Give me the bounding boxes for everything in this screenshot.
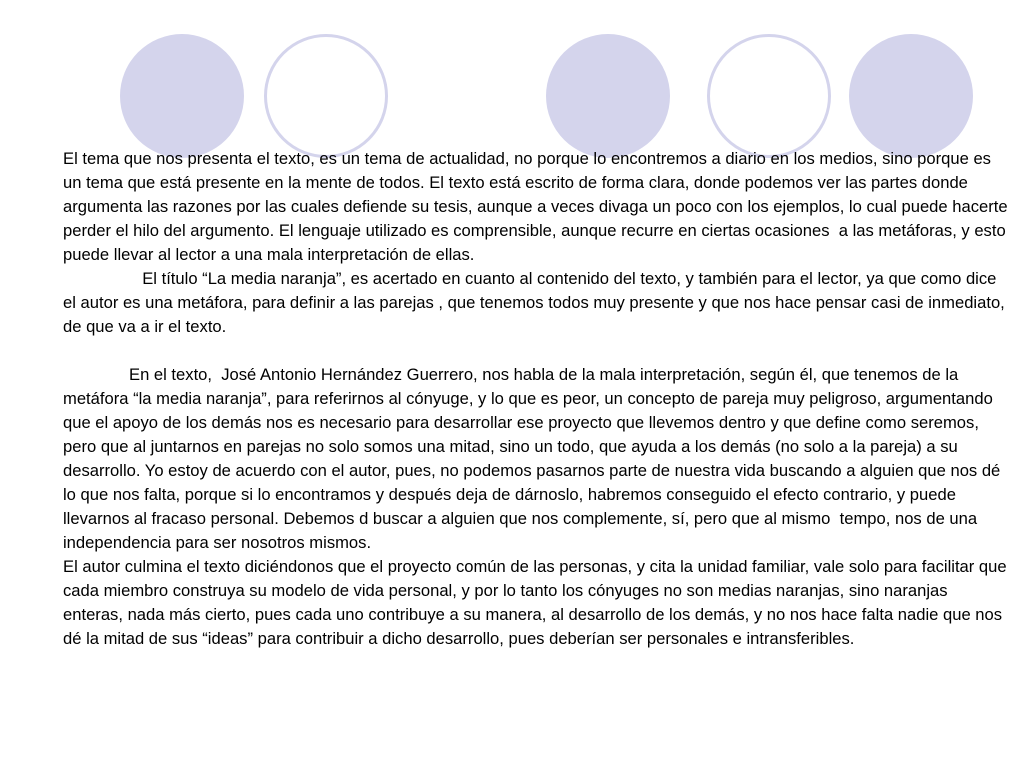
- paragraph-conclusion: El autor culmina el texto diciéndonos que el proyecto común de las personas, y cita la unidad familiar, vale solo para facilitar que cada miembro construya su modelo de vida personal, y por lo tanto los cónyuges no son medias naranjas, sino naranjas enteras, nada más cierto, pues cada uno contribuye a su manera, al desarrollo de los demás, y no nos hace falta nadie que nos dé la mitad de sus “ideas” para contribuir a dicho desarrollo, pues deberían ser personales e intransferibles.: [63, 557, 1012, 648]
- decorative-circle-filled: [546, 34, 670, 158]
- paragraph-title-comment: El título “La media naranja”, es acertado en cuanto al contenido del texto, y también para el lector, ya que como dice el autor es una metáfora, para definir a las parejas , que tenemos todos muy presente y que nos hace pensar casi de inmediato, de que va a ir el texto.: [63, 269, 1010, 336]
- paragraph-author-argument: En el texto, José Antonio Hernández Guerrero, nos habla de la mala interpretación, según él, que tenemos de la metáfora “la media naranja”, para referirnos al cónyuge, y lo que es peor, un concepto de pareja muy peligroso, argumentando que el apoyo de los demás nos es necesario para desarrollar ese proyecto que llevemos dentro y que define como seremos, pero que al juntarnos en parejas no solo somos una mitad, sino un todo, que ayuda a los demás (no solo a la pareja) a su desarrollo. Yo estoy de acuerdo con el autor, pues, no podemos pasarnos parte de nuestra vida buscando a alguien que nos dé lo que nos falta, porque si lo encontramos y después deja de dárnoslo, habremos conseguido el efecto contrario, y puede llevarnos al fracaso personal. Debemos d buscar a alguien que nos complemente, sí, pero que al mismo tempo, nos de una independencia para ser nosotros mismos.: [63, 365, 1005, 552]
- paragraph-intro: El tema que nos presenta el texto, es un tema de actualidad, no porque lo encontremos a diario en los medios, sino porque es un tema que está presente en la mente de todos. El texto está escrito de forma clara, donde podemos ver las partes donde argumenta las razones por las cuales defiende su tesis, aunque a veces divaga un poco con los ejemplos, lo cual puede hacerte perder el hilo del argumento. El lenguaje utilizado es comprensible, aunque recurre en ciertas ocasiones a las metáforas, y esto puede llevar al lector a una mala interpretación de ellas.: [63, 149, 1013, 264]
- body-text: [63, 147, 1013, 651]
- decorative-circle-filled: [120, 34, 244, 158]
- paragraph-spacer: [63, 339, 1008, 363]
- decorative-circle-outline: [264, 34, 388, 158]
- decorative-circle-filled: [849, 34, 973, 158]
- decorative-circle-outline: [707, 34, 831, 158]
